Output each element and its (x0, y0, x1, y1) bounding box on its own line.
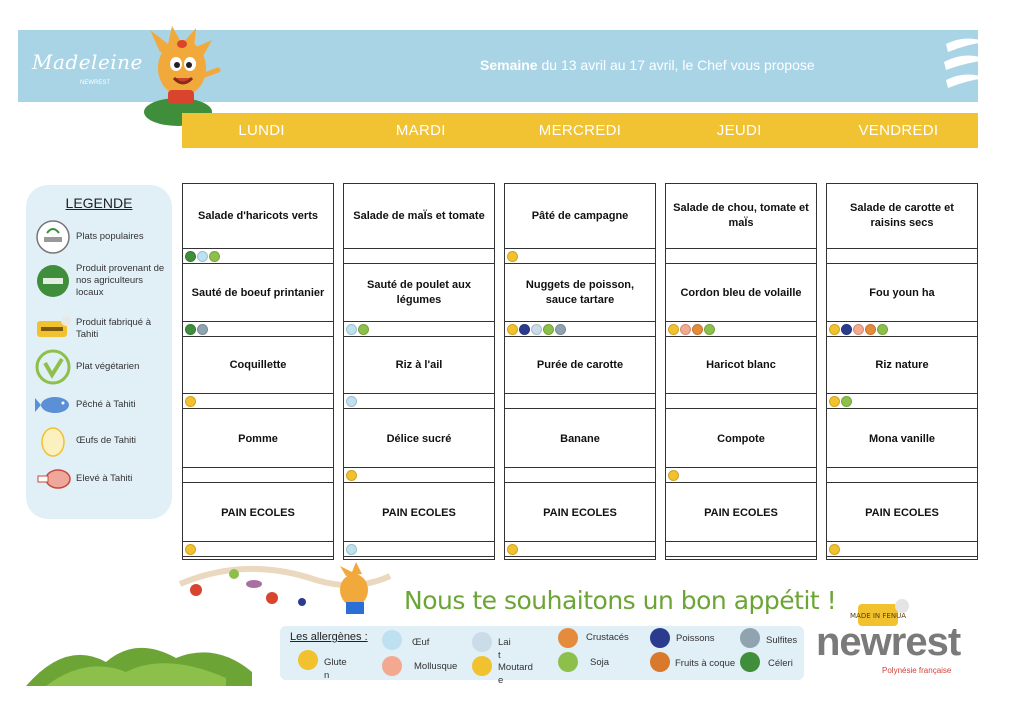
egg-icon (34, 423, 72, 459)
gluten-allergen-icon (507, 544, 518, 555)
allergen-strip (666, 321, 816, 337)
dish-name: Riz nature (875, 358, 929, 371)
dish-name: Salade de carotte et raisins secs (850, 202, 954, 229)
dish-name: Fou youn ha (869, 286, 935, 299)
allergen-strip (183, 248, 333, 264)
legend-panel (26, 185, 172, 519)
allergen-strip (666, 467, 816, 483)
newrest-logo: newrest (816, 620, 961, 664)
brand-logo: Madeleine (32, 50, 143, 74)
menu-column-lundi (182, 183, 334, 560)
mustard-icon (472, 656, 492, 676)
oeuf-allergen-icon (197, 251, 208, 262)
made-in-fenua-icon (34, 311, 72, 347)
allergen-strip (344, 248, 494, 264)
day-header-thursday: JEUDI (716, 122, 762, 139)
celeri-allergen-icon (185, 251, 196, 262)
legend-item-meat (30, 459, 172, 499)
sulfites-allergen-icon (197, 324, 208, 335)
lait-allergen-icon (531, 324, 542, 335)
gluten-allergen-icon (185, 396, 196, 407)
mollusc-icon (382, 656, 402, 676)
gluten-icon (298, 650, 318, 670)
mollusque-allergen-icon (680, 324, 691, 335)
gluten-allergen-icon (507, 324, 518, 335)
dish-name: PAIN ECOLES (704, 506, 778, 519)
week-title-bold: Semaine (480, 57, 538, 73)
legend-title: LEGENDE (65, 195, 133, 211)
legend-item-fish (30, 385, 172, 425)
newrest-subtitle: Polynésie française (882, 666, 952, 675)
soja-allergen-icon (704, 324, 715, 335)
dish-name: Salade de maÏs et tomate (353, 209, 485, 222)
legend-text: Plat végétarien (76, 361, 140, 372)
legend-text: Plats populaires (76, 231, 144, 242)
allergen-strip (505, 541, 655, 557)
dish-name: Purée de carotte (536, 358, 624, 371)
menu-column-jeudi (665, 183, 817, 560)
crustaces-allergen-icon (865, 324, 876, 335)
brand-sub: NEWREST (80, 80, 110, 86)
waves-icon (942, 34, 990, 92)
fish-allergen-icon (650, 628, 670, 648)
gluten-allergen-icon (829, 396, 840, 407)
dish-name: Salade de chou, tomate et maÏs (673, 202, 809, 229)
allergen-strip (344, 467, 494, 483)
dish-name: Cordon bleu de volaille (680, 286, 802, 299)
meat-icon (34, 461, 72, 497)
fish-icon (34, 387, 72, 423)
celeri-allergen-icon (185, 324, 196, 335)
crustacean-icon (558, 628, 578, 648)
dish-name: Sauté de boeuf printanier (191, 286, 325, 299)
allergen-strip (183, 321, 333, 337)
allergen-strip (505, 393, 655, 409)
celery-icon (740, 652, 760, 672)
allergen-strip (827, 248, 977, 264)
allergen-label-celeri: Céleri (768, 658, 793, 669)
allergen-label-sulfites: Sulfites (766, 635, 798, 646)
allergen-strip (344, 541, 494, 557)
egg-allergen-icon (382, 630, 402, 650)
poissons-allergen-icon (841, 324, 852, 335)
legend-text: Pêché à Tahiti (76, 399, 136, 410)
allergen-label-poissons: Poissons (676, 633, 715, 644)
menu-column-vendredi (826, 183, 978, 560)
allergen-strip (827, 541, 977, 557)
gluten-allergen-icon (829, 324, 840, 335)
allergen-label-gluten: Glute n (324, 657, 347, 681)
legend-text: Produit provenant de nos agriculteurs locaux (76, 263, 165, 298)
oeuf-allergen-icon (346, 544, 357, 555)
sulfites-allergen-icon (555, 324, 566, 335)
milk-icon (472, 632, 492, 652)
allergen-strip (505, 467, 655, 483)
allergen-label-lait: Lai t (498, 637, 511, 661)
allergen-label-soja: Soja (590, 657, 610, 668)
dish-name: Pâté de campagne (531, 209, 629, 222)
bon-appetit-text: Nous te souhaitons un bon appétit ! (404, 586, 837, 615)
allergens-title: Les allergènes : (290, 631, 368, 643)
dish-name: Haricot blanc (706, 358, 776, 371)
allergen-label-crustaces: Crustacés (586, 632, 629, 643)
dish-name: PAIN ECOLES (221, 506, 295, 519)
allergen-label-mollusque: Mollusque (414, 661, 458, 672)
legend-text: Œufs de Tahiti (76, 435, 137, 446)
allergen-strip (666, 248, 816, 264)
dish-name: Salade d'haricots verts (197, 209, 318, 222)
allergen-label-moutarde: Moutard e (498, 662, 533, 686)
mollusque-allergen-icon (853, 324, 864, 335)
allergen-strip (827, 393, 977, 409)
made-in-fenua-text: MADE IN FENUA (850, 612, 906, 620)
on-mange-local-icon (34, 219, 72, 255)
allergen-strip (666, 393, 816, 409)
legend-item-fenua (30, 309, 172, 349)
allergen-strip (344, 321, 494, 337)
soja-allergen-icon (841, 396, 852, 407)
garland-illustration (176, 562, 396, 622)
gluten-allergen-icon (185, 544, 196, 555)
nut-icon (650, 652, 670, 672)
allergen-label-fruits: Fruits à coque (675, 658, 736, 669)
allergen-label-oeuf: Œuf (412, 637, 430, 648)
allergen-strip (827, 321, 977, 337)
dish-name: Mona vanille (868, 432, 936, 445)
dish-name: Pomme (238, 432, 278, 445)
day-header-wednesday: MERCREDI (538, 122, 622, 139)
crustaces-allergen-icon (692, 324, 703, 335)
gluten-allergen-icon (668, 324, 679, 335)
oeuf-allergen-icon (346, 324, 357, 335)
gluten-allergen-icon (346, 470, 357, 481)
day-header-friday: VENDREDI (858, 122, 939, 139)
week-title-rest: du 13 avril au 17 avril, le Chef vous propose (537, 57, 815, 73)
legend-text: Produit fabriqué à Tahiti (76, 317, 151, 340)
dish-name: Compote (717, 432, 765, 445)
legend-item-vegetarian (30, 347, 172, 387)
allergen-strip (183, 393, 333, 409)
dish-name: PAIN ECOLES (543, 506, 617, 519)
days-bar (182, 113, 978, 148)
allergen-strip (827, 467, 977, 483)
vegetarian-icon (34, 349, 72, 385)
allergen-strip (183, 467, 333, 483)
gluten-allergen-icon (668, 470, 679, 481)
dish-name: Banane (560, 432, 600, 445)
day-header-tuesday: MARDI (395, 122, 446, 139)
allergen-strip (505, 248, 655, 264)
legend-item-egg (30, 421, 172, 461)
dish-name: Sauté de poulet aux légumes (367, 279, 471, 306)
poissons-allergen-icon (519, 324, 530, 335)
day-header-monday: LUNDI (238, 122, 285, 139)
allergen-strip (183, 541, 333, 557)
allergen-strip (505, 321, 655, 337)
legend-item-local (30, 261, 172, 301)
allergen-strip (666, 541, 816, 557)
gluten-allergen-icon (507, 251, 518, 262)
gluten-allergen-icon (829, 544, 840, 555)
dish-name: Délice sucré (386, 432, 452, 445)
soy-icon (558, 652, 578, 672)
dish-name: PAIN ECOLES (382, 506, 456, 519)
legend-text: Elevé à Tahiti (76, 473, 133, 484)
dish-name: Nuggets de poisson, sauce tartare (525, 279, 635, 306)
sulfites-icon (740, 628, 760, 648)
dish-name: Coquillette (229, 358, 287, 371)
menu-column-mardi (343, 183, 495, 560)
local-leaf-icon (34, 263, 72, 299)
soja-allergen-icon (543, 324, 554, 335)
soja-allergen-icon (877, 324, 888, 335)
allergen-strip (344, 393, 494, 409)
leaves-illustration (26, 632, 252, 686)
soja-allergen-icon (209, 251, 220, 262)
legend-item-popular (30, 217, 172, 257)
week-title (480, 57, 870, 73)
oeuf-allergen-icon (346, 396, 357, 407)
dish-name: Riz à l'ail (395, 358, 443, 371)
menu-column-mercredi (504, 183, 656, 560)
soja-allergen-icon (358, 324, 369, 335)
dish-name: PAIN ECOLES (865, 506, 939, 519)
